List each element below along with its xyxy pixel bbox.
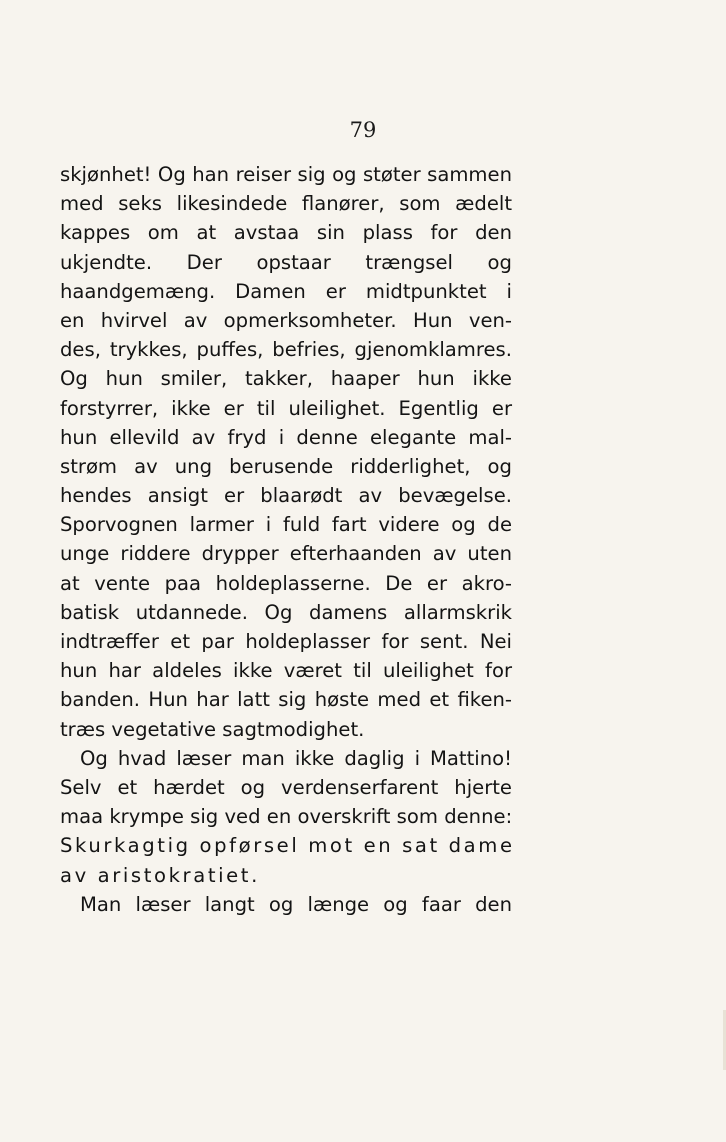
text-line: haandgemæng. Damen er midtpunktet i: [60, 279, 512, 303]
text-line: ukjendte. Der opstaar trængsel og: [60, 250, 512, 274]
text-line: Og hvad læser man ikke daglig i Mattino!: [80, 746, 512, 770]
text-line: batisk utdannede. Og damens allarmskrik: [60, 600, 512, 624]
text-line: forstyrrer, ikke er til uleilighet. Egentlig er: [60, 396, 512, 420]
text-line: en hvirvel av opmerksomheter. Hun ven-: [60, 308, 512, 332]
text-line: træs vegetative sagtmodighet.: [60, 717, 365, 741]
text-line: banden. Hun har latt sig høste med et fiken-: [60, 688, 512, 712]
text-line: hendes ansigt er blaarødt av bevægelse.: [60, 484, 512, 508]
text-line: des, trykkes, puffes, befries, gjenomklamres.: [60, 338, 512, 362]
text-line: indtræffer et par holdeplasser for sent. Nei: [60, 630, 512, 653]
text-line: med seks likesindede flanører, som ædelt: [60, 192, 512, 216]
text-line: av aristokratiet.: [60, 863, 260, 887]
text-line: at vente paa holdeplasserne. De er akro-: [60, 571, 512, 595]
text-line: Selv et hærdet og verdenserfarent hjerte: [60, 775, 512, 799]
text-line: unge riddere drypper efterhaanden av uten: [60, 542, 512, 566]
text-line: kappes om at avstaa sin plass for den: [60, 221, 512, 245]
text-line: Man læser langt og længe og faar den: [80, 892, 512, 916]
text-line: strøm av ung berusende ridderlighet, og: [60, 454, 512, 478]
text-line: maa krympe sig ved en overskrift som denne:: [60, 805, 513, 829]
body-text: [60, 160, 515, 919]
text-line: skjønhet! Og han reiser sig og støter sammen: [60, 163, 512, 186]
text-line: Og hun smiler, takker, haaper hun ikke: [60, 367, 512, 391]
text-line: hun ellevild av fryd i denne elegante mal-: [60, 425, 512, 449]
text-line: hun har aldeles ikke været til uleilighet for: [60, 659, 512, 683]
text-line: Sporvognen larmer i fuld fart videre og de: [60, 513, 512, 537]
text-line: Skurkagtig opførsel mot en sat dame: [60, 834, 515, 858]
page-number: 79: [349, 118, 377, 142]
